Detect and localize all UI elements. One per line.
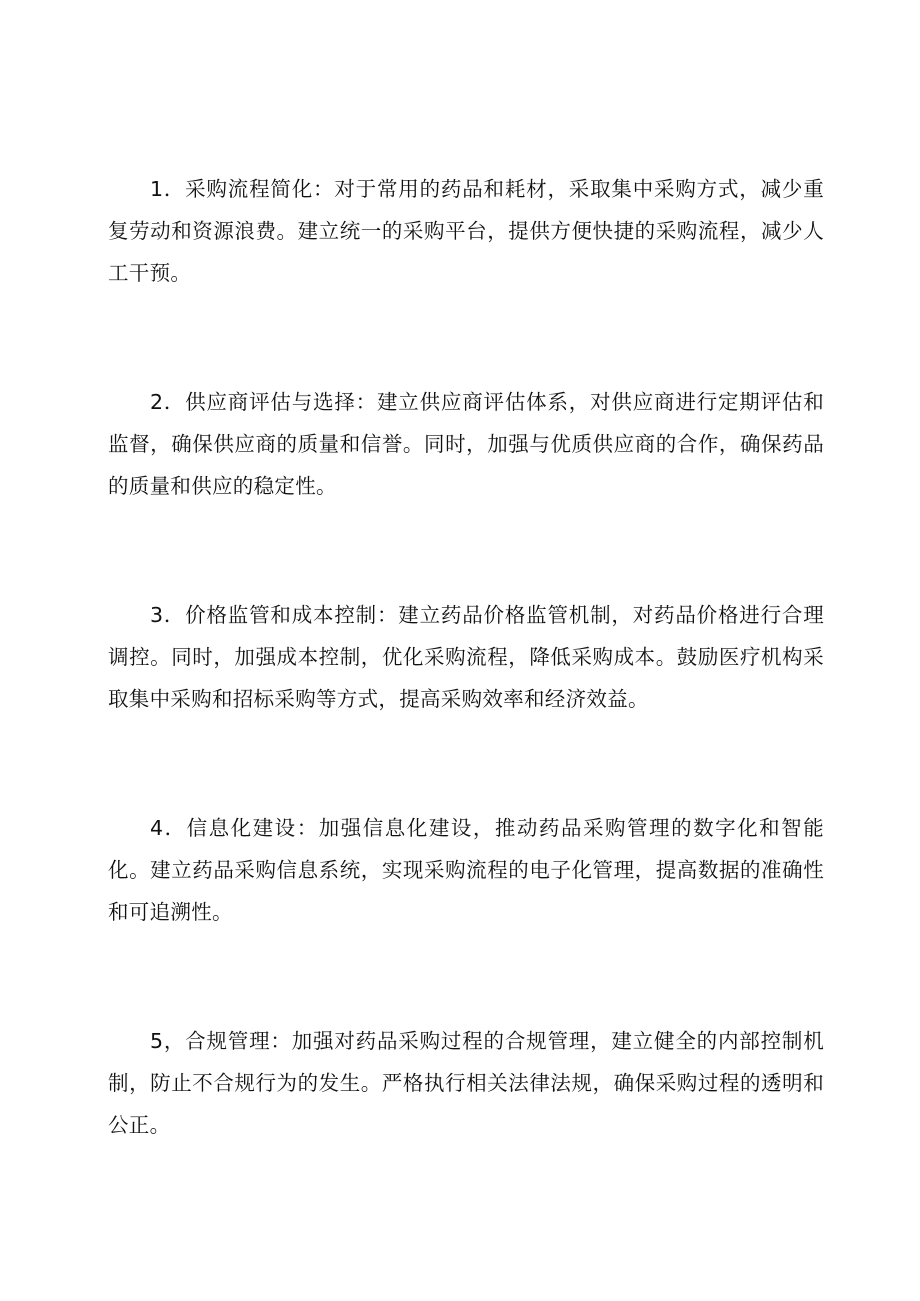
document-body: [108, 168, 824, 1233]
paragraph-supplier-evaluation: 2．供应商评估与选择：建立供应商评估体系，对供应商进行定期评估和监督，确保供应商的质量和信誉。同时，加强与优质供应商的合作，确保药品的质量和供应的稳定性。: [108, 390, 824, 498]
paragraph-compliance-management: 5，合规管理：加强对药品采购过程的合规管理，建立健全的内部控制机制，防止不合规行为的发生。严格执行相关法律法规，确保采购过程的透明和公正。: [108, 1029, 824, 1137]
paragraph-procurement-simplification: 1．采购流程简化：对于常用的药品和耗材，采取集中采购方式，减少重复劳动和资源浪费。建立统一的采购平台，提供方便快捷的采购流程，减少人工干预。: [108, 177, 824, 285]
paragraph-price-cost-control: 3．价格监管和成本控制：建立药品价格监管机制，对药品价格进行合理调控。同时，加强成本控制，优化采购流程，降低采购成本。鼓励医疗机构采取集中采购和招标采购等方式，提高采购效率和经济效益。: [108, 603, 824, 711]
paragraph-informatization: 4．信息化建设：加强信息化建设，推动药品采购管理的数字化和智能化。建立药品采购信息系统，实现采购流程的电子化管理，提高数据的准确性和可追溯性。: [108, 816, 824, 924]
